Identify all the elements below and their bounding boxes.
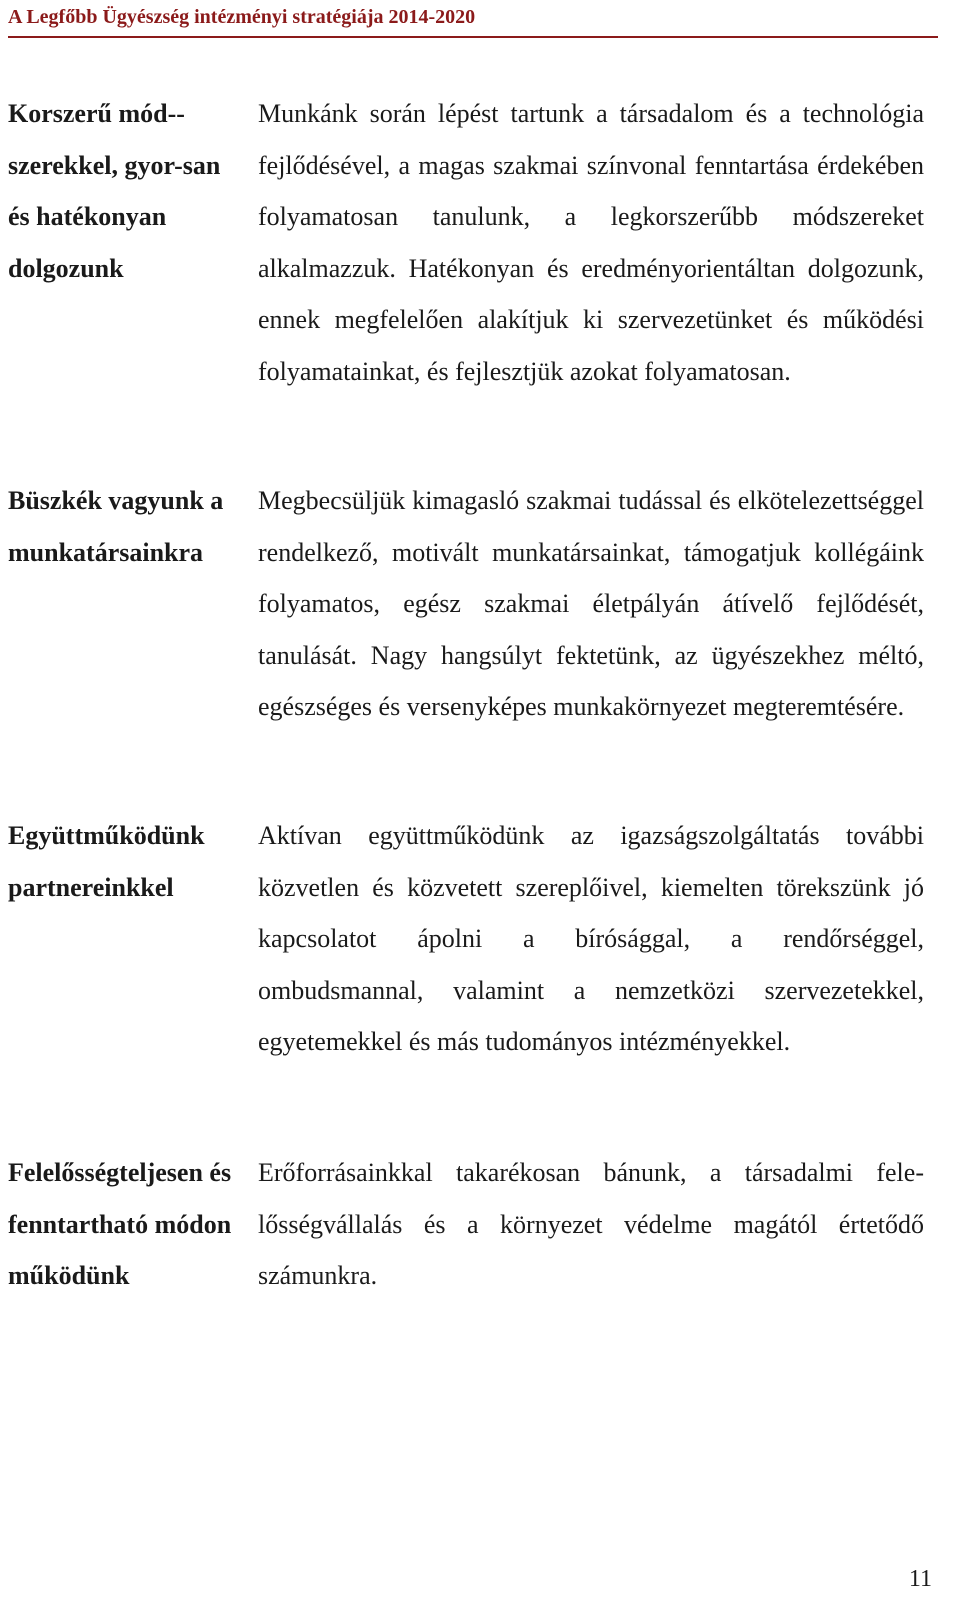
section-body: Megbecsüljük kimagasló szakmai tudással és elkötelezettséggel rendelkező, motivált munkatársainkat, támogatjuk kollégáink folyamatos, egész szakmai életpályán átívelő fejlődését, tanulását. Nagy hangsúlyt fektetünk, az ügyészekhez méltó, egészséges és versenyképes munkakörnyezet megteremtésére.: [258, 486, 924, 721]
section-responsible-operation: [8, 1147, 938, 1357]
page-header: [8, 0, 938, 38]
section-body: Aktívan együttműködünk az igazságszolgáltatás további közvetlen és közvetett szereplőivel, kiemelten törekszünk jó kapcsolatot ápolni a bírósággal, a rendőrséggel, ombudsmannal, valamint a nemzetközi szervezetekkel, egyetemekkel és más tudományos intézményekkel.: [258, 821, 924, 1056]
section-modern-methods: [8, 88, 938, 448]
page-number: 11: [908, 1566, 932, 1592]
section-body: Erőforrásainkkal takarékosan bánunk, a társadalmi felelősségvállalás és a környezet védelme magától értetődő számunkra.: [258, 1158, 924, 1290]
section-heading: Együttműködünk partnereinkkel: [8, 821, 205, 902]
section-heading: Büszkék vagyunk a munkatársainkra: [8, 486, 224, 567]
section-proud-of-colleagues: [8, 475, 938, 785]
section-cooperation: [8, 810, 938, 1120]
section-heading: Felelősségteljesen és fenntartható módon működünk: [8, 1158, 232, 1290]
document-title: A Legfőbb Ügyészség intézményi stratégiája 2014-2020: [8, 6, 476, 28]
section-heading: Korszerű mód-szerekkel, gyor-san és hatékonyan dolgozunk: [8, 99, 221, 283]
section-body: Munkánk során lépést tartunk a társadalom és a technológia fejlődésével, a magas szakmai színvonal fenntartása érdekében folyamatosan tanulunk, a legkorszerűbb módszereket alkalmazzuk. Hatékonyan és eredményorientáltan dolgozunk, ennek megfelelően alakítjuk ki szervezetünket és működési folyamatainkat, és fejlesztjük azokat folyamatosan.: [258, 99, 924, 386]
